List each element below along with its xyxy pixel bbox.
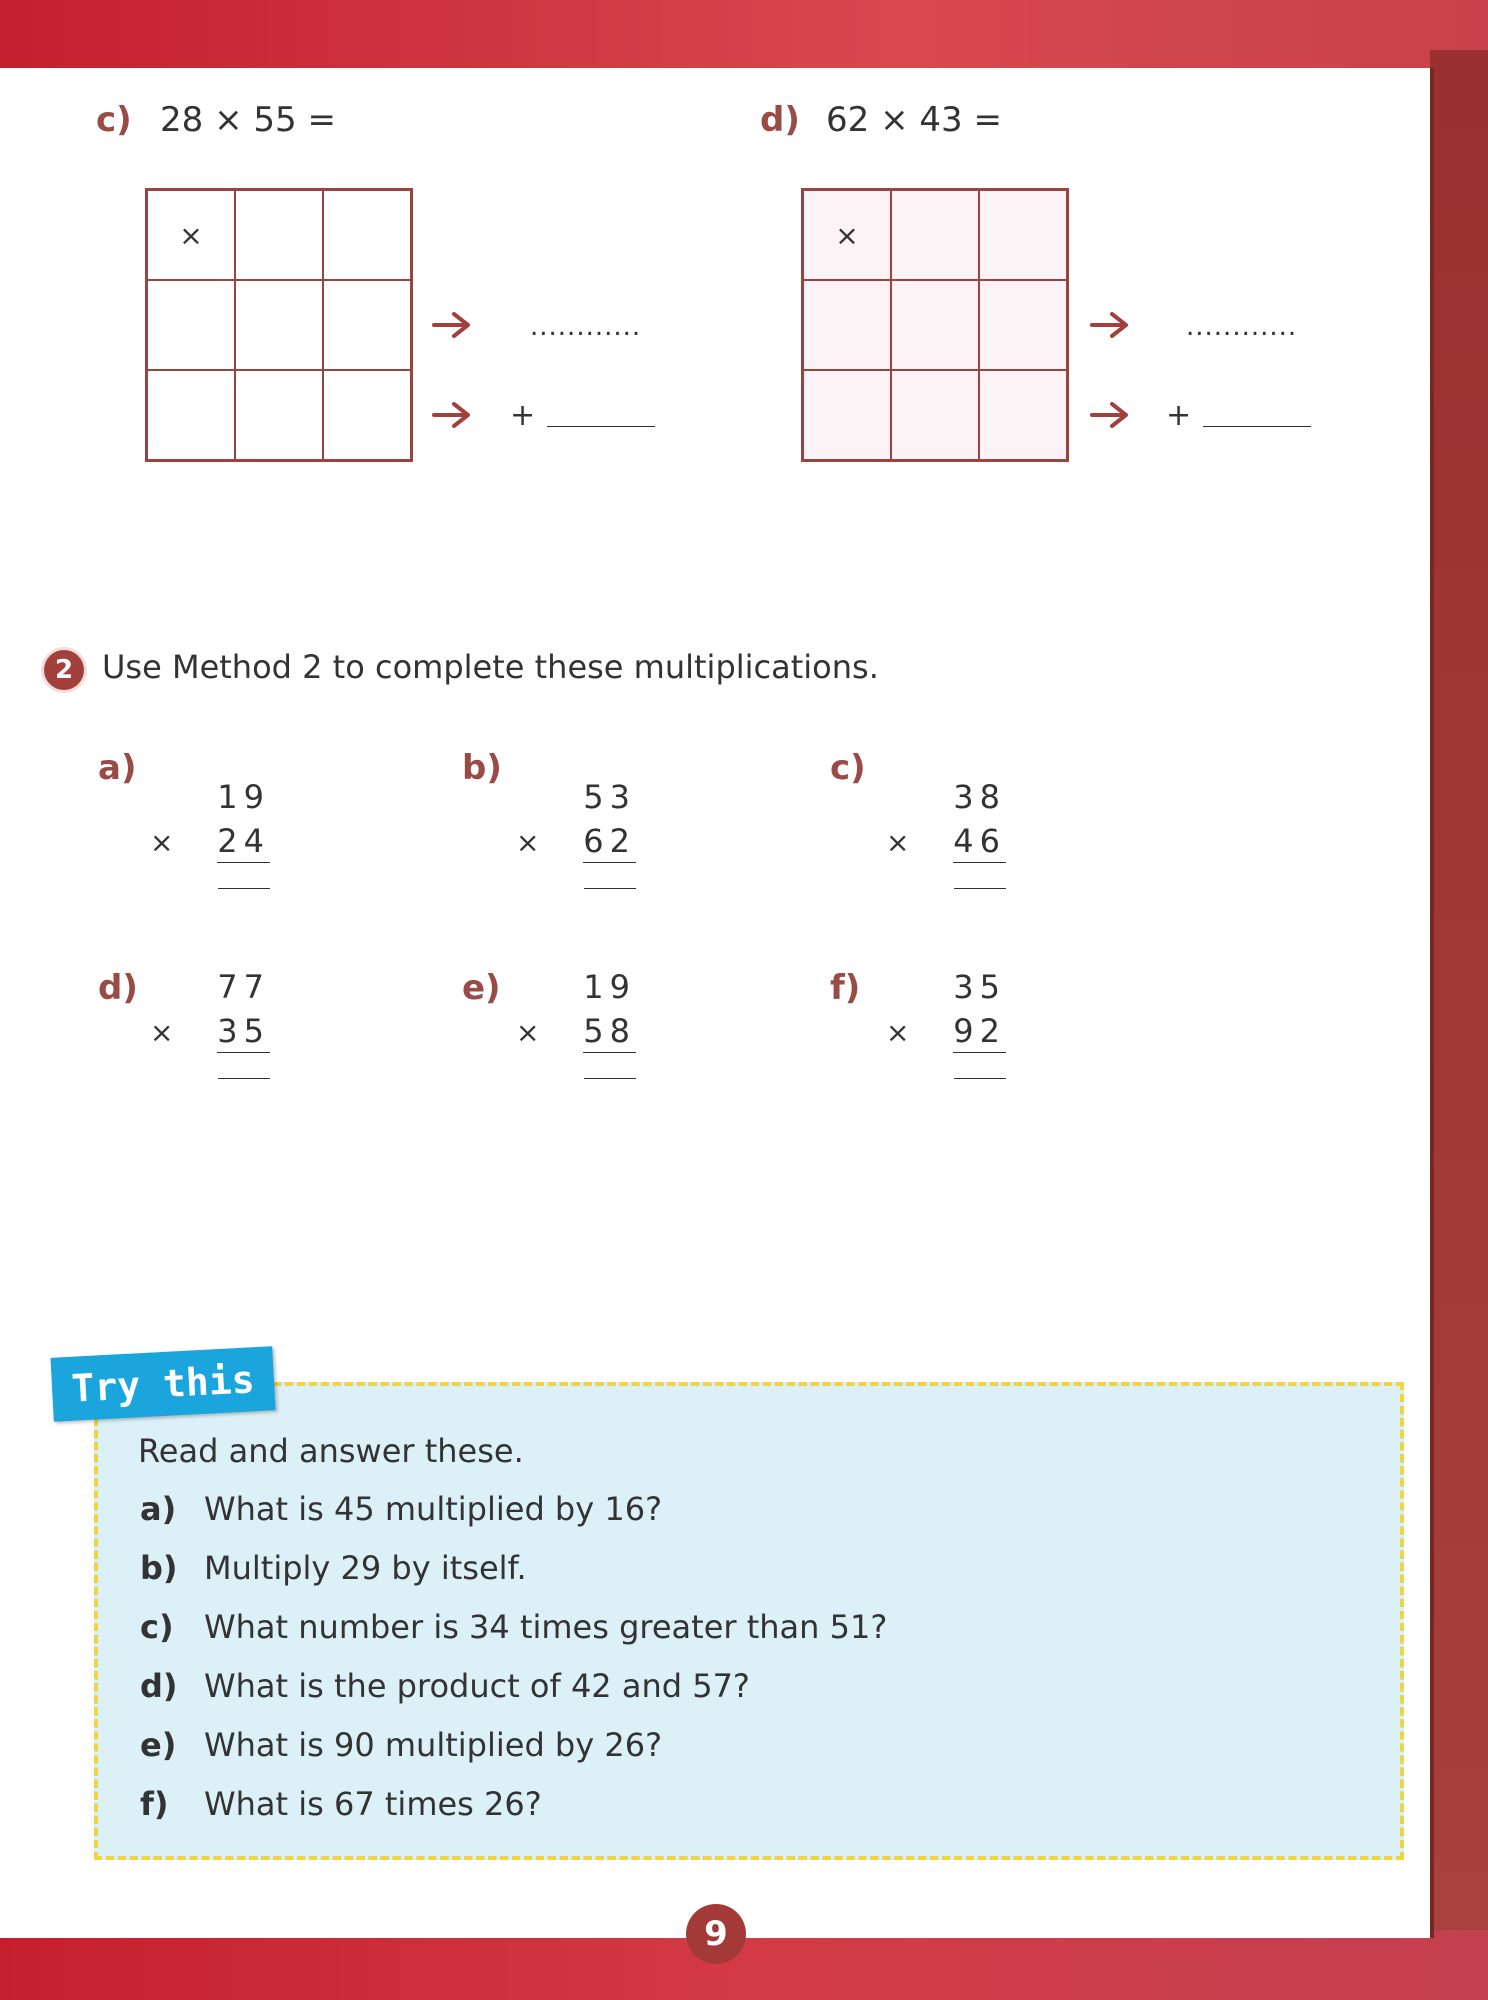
question-d-label: d) (760, 100, 800, 140)
try-item (140, 1549, 527, 1587)
try-item (140, 1490, 662, 1528)
mult-problem-f (866, 968, 1006, 1088)
grid-c-cell[interactable] (235, 370, 323, 460)
mult-problem-b (496, 778, 636, 898)
times-sign: × (150, 1016, 174, 1049)
mult-top-number: 77 (217, 968, 270, 1006)
grid-c (145, 188, 413, 462)
grid-d-cell[interactable] (891, 190, 979, 280)
question-c-label: c) (96, 100, 132, 140)
mult-top-number: 35 (953, 968, 1006, 1006)
partial-sum-dots-d: ............ (1186, 312, 1298, 342)
try-item-label: d) (140, 1667, 178, 1705)
grid-c-cell[interactable] (147, 280, 235, 370)
question-number-badge: 2 (44, 650, 84, 690)
answer-line[interactable] (584, 1078, 636, 1079)
arrow-right-icon (432, 400, 472, 430)
mult-bottom-number: 35 (217, 1012, 270, 1053)
arrow-right-icon (1090, 310, 1130, 340)
mult-a-label: a) (98, 748, 137, 788)
answer-line[interactable] (218, 1078, 270, 1079)
try-item-text: Multiply 29 by itself. (204, 1549, 527, 1587)
grid-c-cell[interactable] (323, 190, 411, 280)
try-item (140, 1667, 750, 1705)
grid-d-cell[interactable] (979, 370, 1067, 460)
mult-top-number: 53 (583, 778, 636, 816)
mult-problem-c (866, 778, 1006, 898)
section-2-instruction: Use Method 2 to complete these multiplications. (102, 648, 879, 686)
question-d-expression: 62 × 43 = (826, 100, 1002, 140)
plus-sign: + (510, 398, 536, 433)
mult-bottom-number: 46 (953, 822, 1006, 863)
try-item-label: f) (140, 1785, 169, 1823)
mult-f-label: f) (830, 968, 861, 1008)
mult-d-label: d) (98, 968, 138, 1008)
mult-top-number: 19 (583, 968, 636, 1006)
top-border-band (0, 0, 1488, 68)
grid-d-cell[interactable] (979, 280, 1067, 370)
try-item-text: What is 90 multiplied by 26? (204, 1726, 663, 1764)
try-item-text: What is 45 multiplied by 16? (204, 1490, 663, 1528)
grid-c-cell[interactable] (323, 370, 411, 460)
mult-bottom-number: 62 (583, 822, 636, 863)
answer-line[interactable] (584, 888, 636, 889)
plus-sign: + (1166, 398, 1192, 433)
times-sign: × (516, 826, 540, 859)
answer-line[interactable] (1203, 426, 1311, 427)
try-item (140, 1608, 887, 1646)
mult-bottom-number: 92 (953, 1012, 1006, 1053)
arrow-right-icon (432, 310, 472, 340)
try-this-heading: Try this (50, 1346, 275, 1422)
mult-bottom-number: 58 (583, 1012, 636, 1053)
mult-problem-e (496, 968, 636, 1088)
mult-top-number: 19 (217, 778, 270, 816)
grid-c-corner: × (147, 190, 235, 280)
mult-bottom-number: 24 (217, 822, 270, 863)
answer-line[interactable] (954, 888, 1006, 889)
try-this-lead: Read and answer these. (138, 1432, 524, 1470)
page-number: 9 (686, 1904, 746, 1964)
try-item-text: What number is 34 times greater than 51? (204, 1608, 888, 1646)
answer-line[interactable] (954, 1078, 1006, 1079)
times-sign: × (516, 1016, 540, 1049)
try-item (140, 1785, 542, 1823)
grid-c-cell[interactable] (235, 190, 323, 280)
try-item-text: What is the product of 42 and 57? (204, 1667, 750, 1705)
grid-d-cell[interactable] (803, 370, 891, 460)
grid-d (801, 188, 1069, 462)
grid-c-cell[interactable] (235, 280, 323, 370)
mult-b-label: b) (462, 748, 502, 788)
times-sign: × (886, 1016, 910, 1049)
times-sign: × (886, 826, 910, 859)
grid-d-corner: × (803, 190, 891, 280)
try-item-text: What is 67 times 26? (204, 1785, 542, 1823)
mult-problem-d (130, 968, 270, 1088)
mult-problem-a (130, 778, 270, 898)
grid-d-cell[interactable] (891, 280, 979, 370)
times-sign: × (150, 826, 174, 859)
grid-c-cell[interactable] (147, 370, 235, 460)
grid-d-cell[interactable] (803, 280, 891, 370)
try-item-label: e) (140, 1726, 177, 1764)
grid-c-cell[interactable] (323, 280, 411, 370)
mult-e-label: e) (462, 968, 501, 1008)
mult-c-label: c) (830, 748, 866, 788)
answer-line[interactable] (218, 888, 270, 889)
sum-line-c (510, 398, 655, 433)
grid-d-cell[interactable] (891, 370, 979, 460)
partial-sum-dots-c: ............ (530, 312, 642, 342)
try-item-label: b) (140, 1549, 178, 1587)
arrow-right-icon (1090, 400, 1130, 430)
answer-line[interactable] (547, 426, 655, 427)
mult-top-number: 38 (953, 778, 1006, 816)
try-item-label: a) (140, 1490, 177, 1528)
try-item-label: c) (140, 1608, 174, 1646)
question-c-expression: 28 × 55 = (160, 100, 336, 140)
sum-line-d (1166, 398, 1311, 433)
grid-d-cell[interactable] (979, 190, 1067, 280)
right-border-band (1430, 50, 1488, 1940)
try-item (140, 1726, 662, 1764)
